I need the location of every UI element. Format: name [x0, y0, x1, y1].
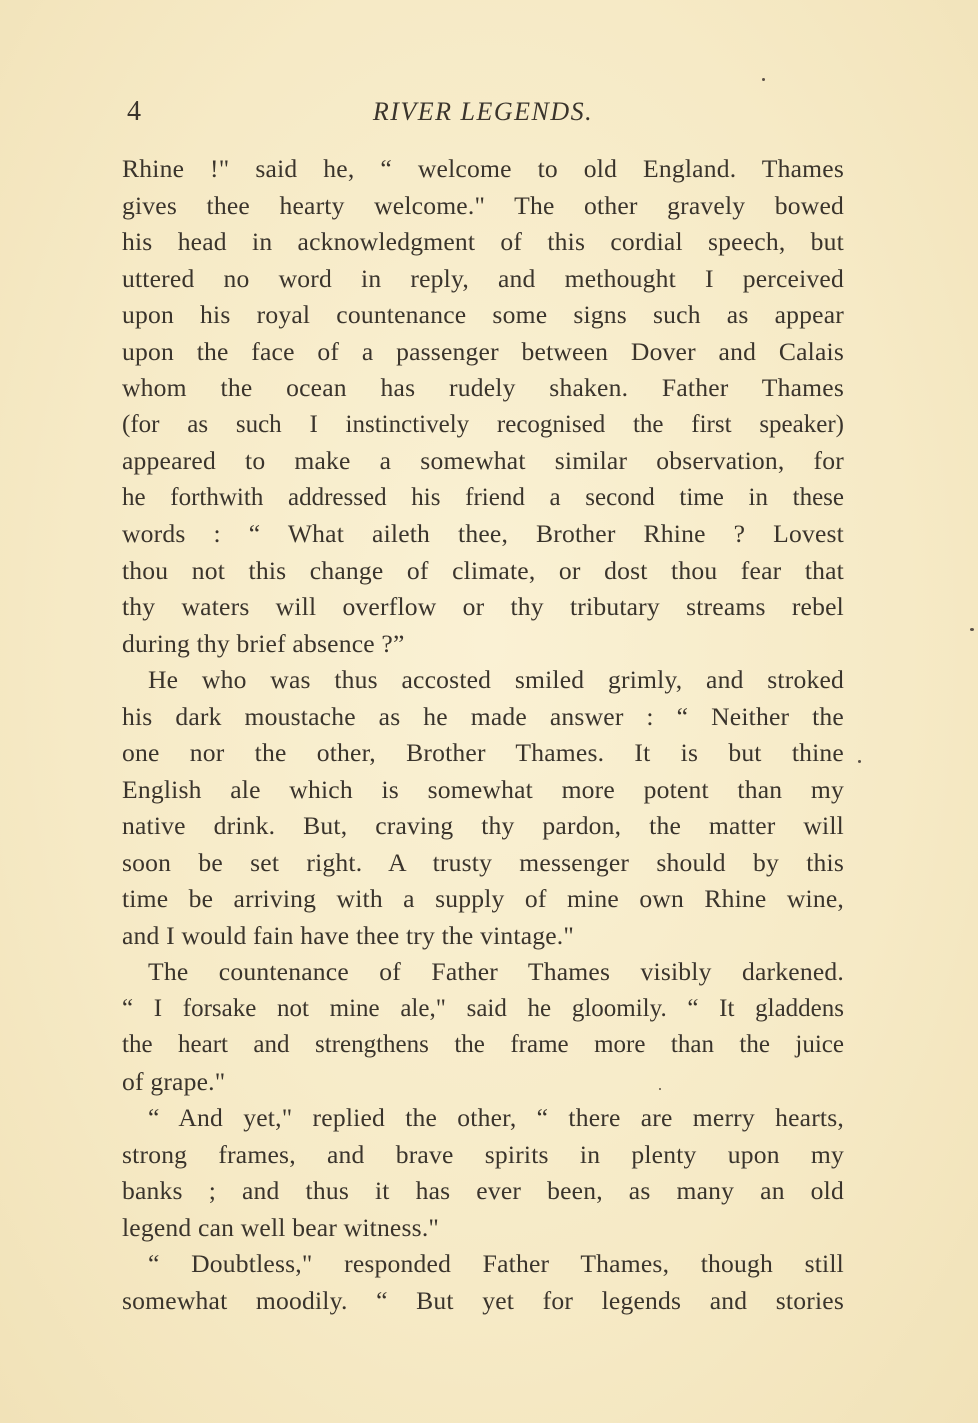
text-line: one nor the other, Brother Thames. It is but thine	[122, 738, 844, 767]
text-line: gives thee hearty welcome." The other gravely bowed	[122, 190, 844, 220]
text-line: upon the face of a passenger between Dover and Calais	[122, 336, 844, 366]
text-line: banks ; and thus it has ever been, as many an old	[122, 1176, 844, 1205]
text-line: thou not this change of climate, or dost thou fear that	[122, 555, 844, 585]
body-text	[122, 151, 844, 1319]
text-line: somewhat moodily. “ But yet for legends and stories	[122, 1285, 844, 1315]
text-line: his head in acknowledgment of this cordial speech, but	[122, 227, 844, 256]
running-head	[0, 92, 978, 132]
ink-speck	[970, 628, 974, 631]
text-line: whom the ocean has rudely shaken. Father Thames	[122, 373, 844, 402]
text-line: during thy brief absence ?”	[122, 628, 405, 658]
text-line: upon his royal countenance some signs such as appear	[122, 300, 844, 329]
text-line: of grape."	[122, 1066, 226, 1096]
text-line: thy waters will overflow or thy tributary streams rebel	[122, 592, 844, 621]
text-line: English ale which is somewhat more potent than my	[122, 774, 844, 804]
text-line: “ Doubtless," responded Father Thames, though still	[148, 1249, 844, 1278]
text-line: He who was thus accosted smiled grimly, and stroked	[148, 665, 844, 694]
text-line: time be arriving with a supply of mine own Rhine wine,	[122, 884, 844, 913]
text-line: strong frames, and brave spirits in plenty upon my	[122, 1139, 844, 1169]
text-line: “ And yet," replied the other, “ there are merry hearts,	[148, 1103, 844, 1132]
page-number: 4	[127, 96, 142, 127]
text-line: “ I forsake not mine ale," said he gloomily. “ It gladdens	[122, 994, 844, 1022]
text-line: native drink. But, craving thy pardon, the matter will	[122, 811, 844, 840]
text-line: (for as such I instinctively recognised the first speaker)	[122, 410, 844, 438]
text-line: uttered no word in reply, and methought I perceived	[122, 263, 844, 293]
text-line: soon be set right. A trusty messenger should by this	[122, 847, 844, 877]
text-line: and I would fain have thee try the vintage."	[122, 920, 575, 950]
ink-speck	[858, 760, 861, 763]
text-line: he forthwith addressed his friend a second time in these	[122, 483, 844, 511]
ink-speck	[762, 78, 765, 81]
text-line: the heart and strengthens the frame more than the juice	[122, 1031, 844, 1058]
ink-speck	[659, 1088, 661, 1090]
text-line: legend can well bear witness."	[122, 1212, 440, 1242]
text-line: his dark moustache as he made answer : “ Neither the	[122, 701, 844, 731]
text-line: appeared to make a somewhat similar observation, for	[122, 446, 844, 475]
text-line: The countenance of Father Thames visibly darkened.	[148, 957, 844, 986]
running-title: RIVER LEGENDS.	[372, 97, 594, 126]
text-line: words : “ What aileth thee, Brother Rhine ? Lovest	[122, 519, 844, 548]
text-line: Rhine !" said he, “ welcome to old England. Thames	[122, 154, 844, 183]
